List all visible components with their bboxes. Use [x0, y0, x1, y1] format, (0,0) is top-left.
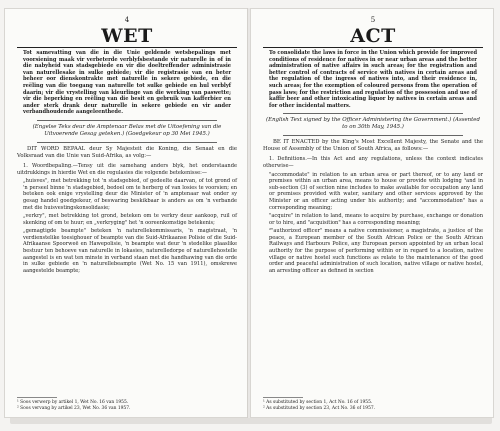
right-long-title: To consolidate the laws in force in the Union which provide for improved conditions of residence for natives in or near urban areas and the better administration of native affairs in such areas; for the registration and better control of contracts of service with natives in certain areas and the regulation of the ingress of natives into, and their residence in, such areas; for the exemption of coloured persons from the operation of pass laws; for the restriction and regulation of the possession and use of kaffir beer and other intoxicating liquor by natives in certain areas and for other incidental matters. — [269, 50, 478, 109]
left-footnotes — [17, 397, 237, 411]
left-long-title: Tot samevatting van die in die Unie geldende wetsbepalings met voorsiening maak vir verbeterde verblyfsbestande vir naturelle in of in die nabyheid van stadsgebiede en vir die doeltreffender administrasie van naturellesake in sulke gebiede; vir die registrasie van en beter beheer oor dienskontrakte met naturelle in sekere gebiede, en die reëling van die toegang van naturelle tot sulke gebiede en hul verblyf daarin; vir die vrystelling van kleurlinge van die werking van paswette; vir die beperking en reëling van die besit en gebruik van kafferbier en ander sterk drank deur naturelle in sekere gebiede en vir ander verbandhoudende aangeleenthede. — [23, 50, 231, 116]
right-footnote-rule — [263, 397, 303, 398]
left-enacting-clause: DIT WORD BEPAAL deur Sy Majesteit die Koning, die Senaat en die Volksraad van die Unie van Suid-Afrika, as volg:— — [17, 145, 237, 159]
left-definition-1: „huisves", met betrekking tot 'n stadsgebied, of gedeelte daarvan, of tot grond of 'n perseel binne 'n stadsgebied, bedoel om te herberg of van losies te voorsien; en beteken ook enige vrystelling deur die Minister of 'n amptenaar wat onder sy gesag handel goedgekeur, of beswaring beskikbaar is anders as om 'n verbande met die huisvestingskonsolidasie; — [23, 178, 237, 211]
right-section-1: 1. Definitions.—In this Act and any regulations, unless the context indicates otherwise— — [263, 156, 483, 169]
right-title-rule — [263, 47, 483, 48]
right-page-content — [263, 16, 483, 276]
left-page-number: 4 — [124, 16, 130, 24]
left-page-content — [17, 16, 237, 276]
right-separator — [283, 113, 463, 114]
left-title-rule — [17, 47, 237, 48]
left-assent-note: (Engelse Teks deur die Amptenaar Belas met die Uitoefening van die Uitvoerende Gesag geteken.) (Goedgekeur op 30 Mei 1945.) — [32, 123, 222, 137]
left-page-title: WET — [101, 25, 153, 47]
right-enacting-clause: BE IT ENACTED by the King's Most Excellent Majesty, the Senate and the House of Assembly of the Union of South Africa, as follows:— — [263, 139, 483, 153]
right-assent-note: (English Text signed by the Officer Administering the Government.) (Assented to on 30th May, 1945.) — [266, 117, 480, 131]
right-page-number: 5 — [370, 16, 376, 24]
left-section-1: 1. Woordbepaling.—Tensy uit die samehang anders blyk, het onderstaande uitdrukkings in hierdie Wet en die regulasies die volgende betekenisse:— — [17, 162, 237, 176]
right-separator-2 — [283, 135, 463, 136]
right-page — [250, 8, 494, 418]
right-footnotes — [263, 397, 483, 411]
left-page — [4, 8, 248, 418]
left-definition-3: „gemagtigde beampte" beteken 'n naturellekommissaris, 'n magistraat, 'n verdienstelike toesighouer of beampte van die Suid-Afrikaanse Polisie of die Suid-Afrikaanse Spoorweë en Hawepolisie, 'n beampte wat deur 'n stedelike plaaslike bestuur ten behoeve van naturelle in lokasies, naturelledorpe of naturellehostelle aangestel is en wat ten minste in verband staan met die handhawing van die orde in sulke gebiede en 'n naturellebeampte (Wet No. 15 van 1911), omskrewe aangestelde beampte; — [23, 228, 237, 274]
left-separator — [37, 120, 217, 121]
left-separator-2 — [37, 142, 217, 143]
left-definition-2: „verkry", met betrekking tot grond, beteken om te verkry deur aankoop, ruil of skenking of om te huur; en „verkryging" het 'n ooreenkomstige betekenis; — [23, 213, 237, 226]
right-definition-1: "accommodate" in relation to an urban area or part thereof, or to any land or premises within an urban area, means to house or provide with lodging ¹and in sub-section (3) of section nine includes to make available for occupation any land or premises provided with water, sanitary and other services approved by the Minister or an officer acting under his authority; and "accommodation" has a corresponding meaning; — [269, 171, 483, 211]
right-footnote-text: ¹ As substituted by section 1, Act No. 16 of 1955. ² As substituted by section 23, Act No. 36 of 1957. — [263, 400, 376, 411]
right-page-title: ACT — [350, 25, 396, 47]
left-footnote-rule — [17, 397, 57, 398]
left-footnote-text: ¹ Soos verwerp by artikel 1, Wet No. 16 van 1955. ² Soos vervang by artikel 23, Wet No. 36 van 1957. — [17, 400, 131, 411]
right-definition-2: "acquire" in relation to land, means to acquire by purchase, exchange or donation or to hire, and "acquisition" has a corresponding meaning; — [269, 213, 483, 226]
right-definition-3: ²"authorized officer" means a native commissioner, a magistrate, a justice of the peace, a European member of the South African Police or the South African Railways and Harbours Police, any European person appointed by an urban local authority for the purpose of performing within or in regard to a location, native village or native hostel such functions as relate to the maintenance of the good order and peaceful administration of such location, native village or native hostel, an arresting officer as defined in section — [269, 228, 483, 274]
